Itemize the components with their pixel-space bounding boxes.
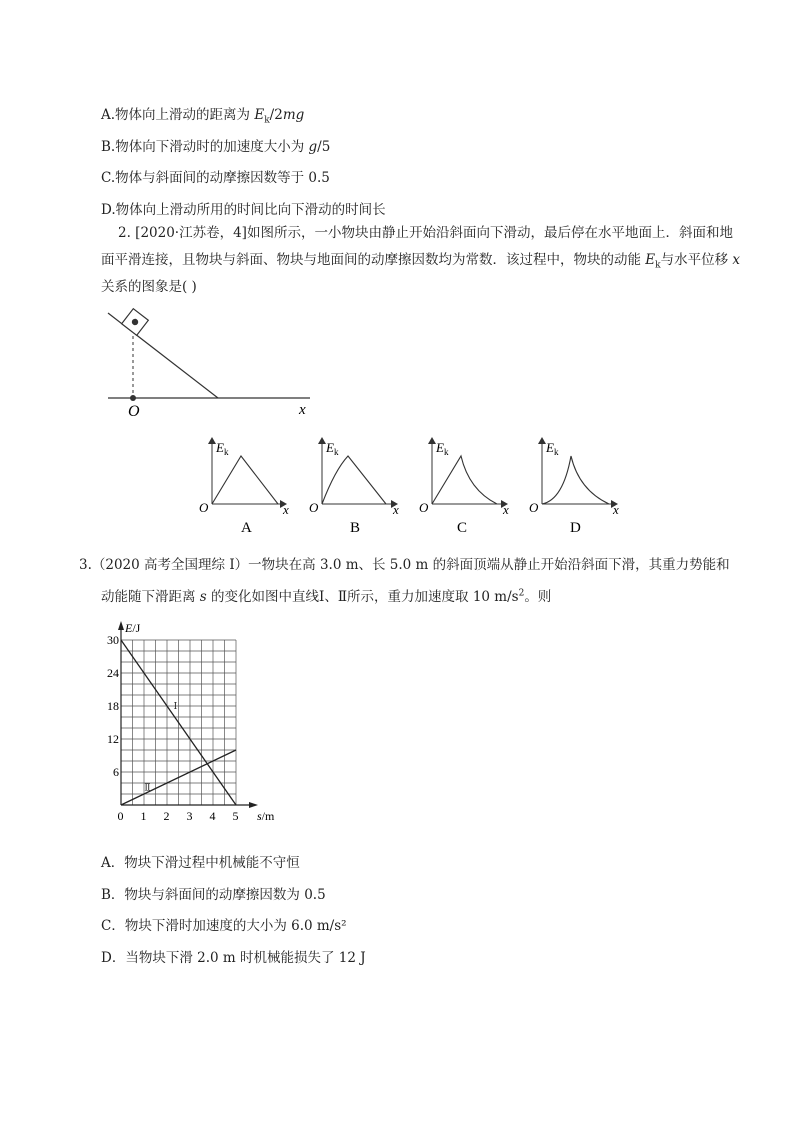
y-tick-label: 24	[107, 666, 119, 680]
fig-origin-label: O	[128, 403, 140, 420]
svg-text:O: O	[529, 500, 539, 515]
x-tick-label: 4	[209, 809, 216, 823]
x-tick-label: 3	[186, 809, 193, 823]
graph-b	[309, 438, 399, 536]
svg-text:Ek: $E_k$	[326, 440, 339, 457]
series-label-2: Ⅱ	[144, 782, 151, 793]
q2-text-line3: 关系的图象是( )	[101, 279, 197, 295]
svg-text:O: O	[199, 500, 209, 515]
q1-option-b: B.物体向下滑动时的加速度大小为 g/5	[101, 139, 331, 155]
chart-axes	[118, 621, 258, 808]
svg-text:Ek: $E_k$	[546, 440, 559, 457]
q3-text-line1: 3.（2020 高考全国理综 I）一物块在高 3.0 m、长 5.0 m 的斜面顶端从静止开始沿斜面下滑，其重力势能和	[79, 557, 730, 573]
graph-a	[199, 438, 289, 536]
svg-text:x: x	[613, 502, 619, 517]
y-tick-label: 12	[107, 732, 119, 746]
q3-text-line2: 动能随下滑距离 s 的变化如图中直线Ⅰ、Ⅱ所示，重力加速度取 10 $m/s^2$。则	[101, 588, 552, 605]
q2-text-line2: 面平滑连接，且物块与斜面、物块与地面间的动摩擦因数均为常数．该过程中，物块的动能 $E_k$与水平位移 x	[101, 252, 741, 271]
x-tick-label: 0	[117, 809, 124, 823]
energy-chart	[100, 618, 300, 828]
q1-option-c: C.物体与斜面间的动摩擦因数等于 0.5	[101, 170, 330, 186]
y-tick-label: 6	[113, 765, 119, 779]
q3-option-c: C．物块下滑时加速度的大小为 6.0 m/s²	[101, 918, 347, 934]
q3-option-d: D．当物块下滑 2.0 m 时机械能损失了 12 J	[101, 950, 366, 966]
graph-c	[419, 438, 509, 536]
series-label-1: Ⅰ	[173, 700, 178, 711]
x-axis-arrow	[249, 802, 258, 808]
x-tick-label: 2	[163, 809, 170, 823]
q3-option-a: A．物块下滑过程中机械能不守恒	[101, 855, 300, 871]
ek-graphs	[195, 428, 635, 538]
q2-text-line1: 2. [2020·江苏卷，4]如图所示，一小物块由静止开始沿斜面向下滑动，最后停在水平地面上．斜面和地	[118, 225, 733, 241]
chart-x-label: s/m	[257, 809, 275, 823]
q1-option-d: D.物体向上滑动所用的时间比向下滑动的时间长	[101, 202, 386, 218]
y-tick-label: 18	[107, 699, 119, 713]
svg-text:x: x	[283, 502, 289, 517]
block	[122, 309, 149, 336]
choice-a-label: A	[241, 520, 252, 536]
y-axis-arrow	[118, 621, 124, 630]
chart-y-label: E/J	[125, 621, 141, 635]
x-tick-label: 5	[232, 809, 239, 823]
svg-text:Ek: $E_k$	[436, 440, 449, 457]
origin-dot	[130, 395, 136, 401]
fig-x-label: x	[299, 402, 306, 418]
y-tick-label: 30	[107, 633, 119, 647]
choice-b-label: B	[350, 520, 361, 536]
svg-text:O: O	[309, 500, 319, 515]
svg-text:O: O	[419, 500, 429, 515]
choice-d-label: D	[570, 520, 581, 536]
svg-text:x: x	[393, 502, 399, 517]
svg-text:Ek: $E_k$	[216, 440, 229, 457]
q1-option-a: A.物体向上滑动的距离为 $E_k/2mg$	[101, 107, 305, 126]
q3-option-b: B．物块与斜面间的动摩擦因数为 0.5	[101, 887, 326, 903]
graph-d	[529, 438, 619, 536]
x-tick-label: 1	[140, 809, 147, 823]
choice-c-label: C	[457, 520, 468, 536]
svg-text:x: x	[503, 502, 509, 517]
incline-figure	[100, 306, 340, 420]
